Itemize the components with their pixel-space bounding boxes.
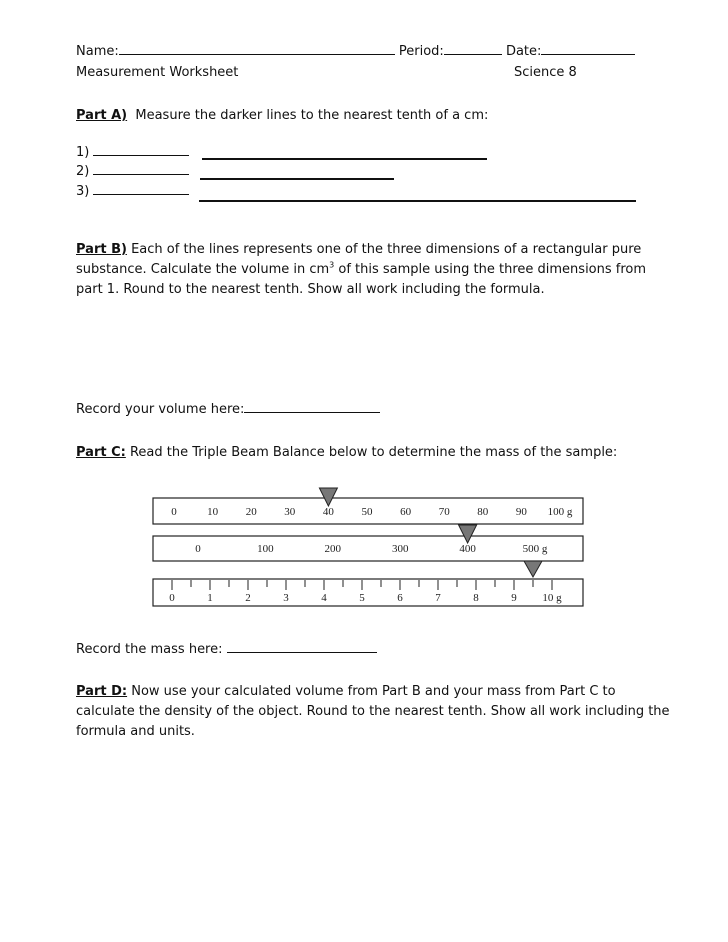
beam-1-label: 70	[438, 506, 450, 518]
beam-3-label: 6	[397, 592, 403, 604]
item-2-number: 2)	[76, 164, 90, 179]
beam-3-label: 9	[511, 592, 517, 604]
worksheet-title: Measurement Worksheet	[76, 65, 239, 80]
beam-3-label: 8	[473, 592, 479, 604]
mass-record	[76, 642, 377, 657]
beam-1-label: 0	[171, 506, 177, 518]
beam-3-rider	[524, 561, 542, 577]
beam-1-label: 20	[245, 506, 257, 518]
beam-2-label: 200	[324, 543, 342, 555]
name-blank[interactable]	[119, 54, 395, 55]
part-c-text: Read the Triple Beam Balance below to determine the mass of the sample:	[129, 445, 618, 460]
part-c-instructions	[76, 445, 617, 460]
beam-1-label: 80	[477, 506, 489, 518]
beam-1	[153, 488, 583, 524]
beam-1-label: 90	[515, 506, 527, 518]
item-2-answer-blank[interactable]	[93, 174, 189, 175]
beam-2	[153, 525, 583, 561]
mass-record-label: Record the mass here:	[76, 642, 223, 657]
volume-record	[76, 402, 380, 417]
item-1-label	[76, 145, 189, 160]
part-a-instructions	[76, 108, 488, 123]
part-b-text-2: of this sample using the three dimensions from part 1. Round to the nearest tenth. Show all work including the formula.	[76, 262, 647, 297]
date-label: Date:	[505, 44, 542, 59]
beam-3-label: 4	[321, 592, 327, 604]
beam-3	[153, 561, 583, 606]
part-a-heading: Part A)	[76, 108, 128, 123]
volume-record-label: Record your volume here:	[76, 402, 245, 417]
beam-1-label: 100 g	[547, 506, 573, 518]
part-d-text: Now use your calculated volume from Part B and your mass from Part C to calculate the density of the object. Round to the nearest tenth. Show all work including the formula and units.	[76, 684, 670, 739]
beam-2-label: 500 g	[522, 543, 548, 555]
triple-beam-balance	[140, 486, 600, 610]
part-b-heading: Part B)	[76, 242, 127, 257]
part-a-text: Measure the darker lines to the nearest tenth of a cm:	[135, 108, 489, 123]
line-2	[200, 178, 394, 180]
date-blank[interactable]	[541, 54, 635, 55]
course-name: Science 8	[514, 65, 577, 80]
beam-2-label: 100	[257, 543, 274, 555]
header-line	[76, 44, 635, 59]
part-c-heading: Part C:	[76, 445, 126, 460]
period-label: Period:	[398, 44, 444, 59]
part-b-text-1: Each of the lines represents one of the three dimensions of a rectangular pure substance. Calculate the volume in cm	[76, 242, 642, 277]
part-b-paragraph	[76, 240, 676, 300]
volume-answer-blank[interactable]	[244, 412, 380, 413]
item-3-number: 3)	[76, 184, 90, 199]
beam-3-label: 0	[169, 592, 175, 604]
item-2-label	[76, 164, 189, 179]
beam-3-bar	[153, 579, 583, 606]
mass-answer-blank[interactable]	[227, 652, 377, 653]
beam-2-label: 400	[459, 543, 476, 555]
beam-3-label: 5	[359, 592, 365, 604]
part-b-superscript: 3	[329, 260, 335, 270]
beam-2-label: 0	[195, 543, 201, 555]
beam-1-label: 50	[361, 506, 373, 518]
part-d-paragraph	[76, 682, 676, 742]
item-3-label	[76, 184, 189, 199]
beam-2-bar	[153, 536, 583, 561]
beam-2-label: 300	[391, 543, 409, 555]
beam-3-label: 10 g	[542, 592, 562, 604]
beam-3-label: 1	[207, 592, 213, 604]
beam-1-label: 60	[400, 506, 412, 518]
item-1-number: 1)	[76, 145, 90, 160]
period-blank[interactable]	[444, 54, 502, 55]
beam-1-label: 30	[284, 506, 296, 518]
beam-1-label: 40	[322, 506, 334, 518]
line-1	[202, 158, 487, 160]
item-1-answer-blank[interactable]	[93, 155, 189, 156]
beam-3-label: 7	[435, 592, 441, 604]
item-3-answer-blank[interactable]	[93, 194, 189, 195]
name-label: Name:	[76, 44, 119, 59]
beam-3-label: 3	[283, 592, 289, 604]
part-d-heading: Part D:	[76, 684, 128, 699]
beam-3-label: 2	[245, 592, 251, 604]
line-3	[199, 200, 636, 202]
beam-1-label: 10	[207, 506, 219, 518]
